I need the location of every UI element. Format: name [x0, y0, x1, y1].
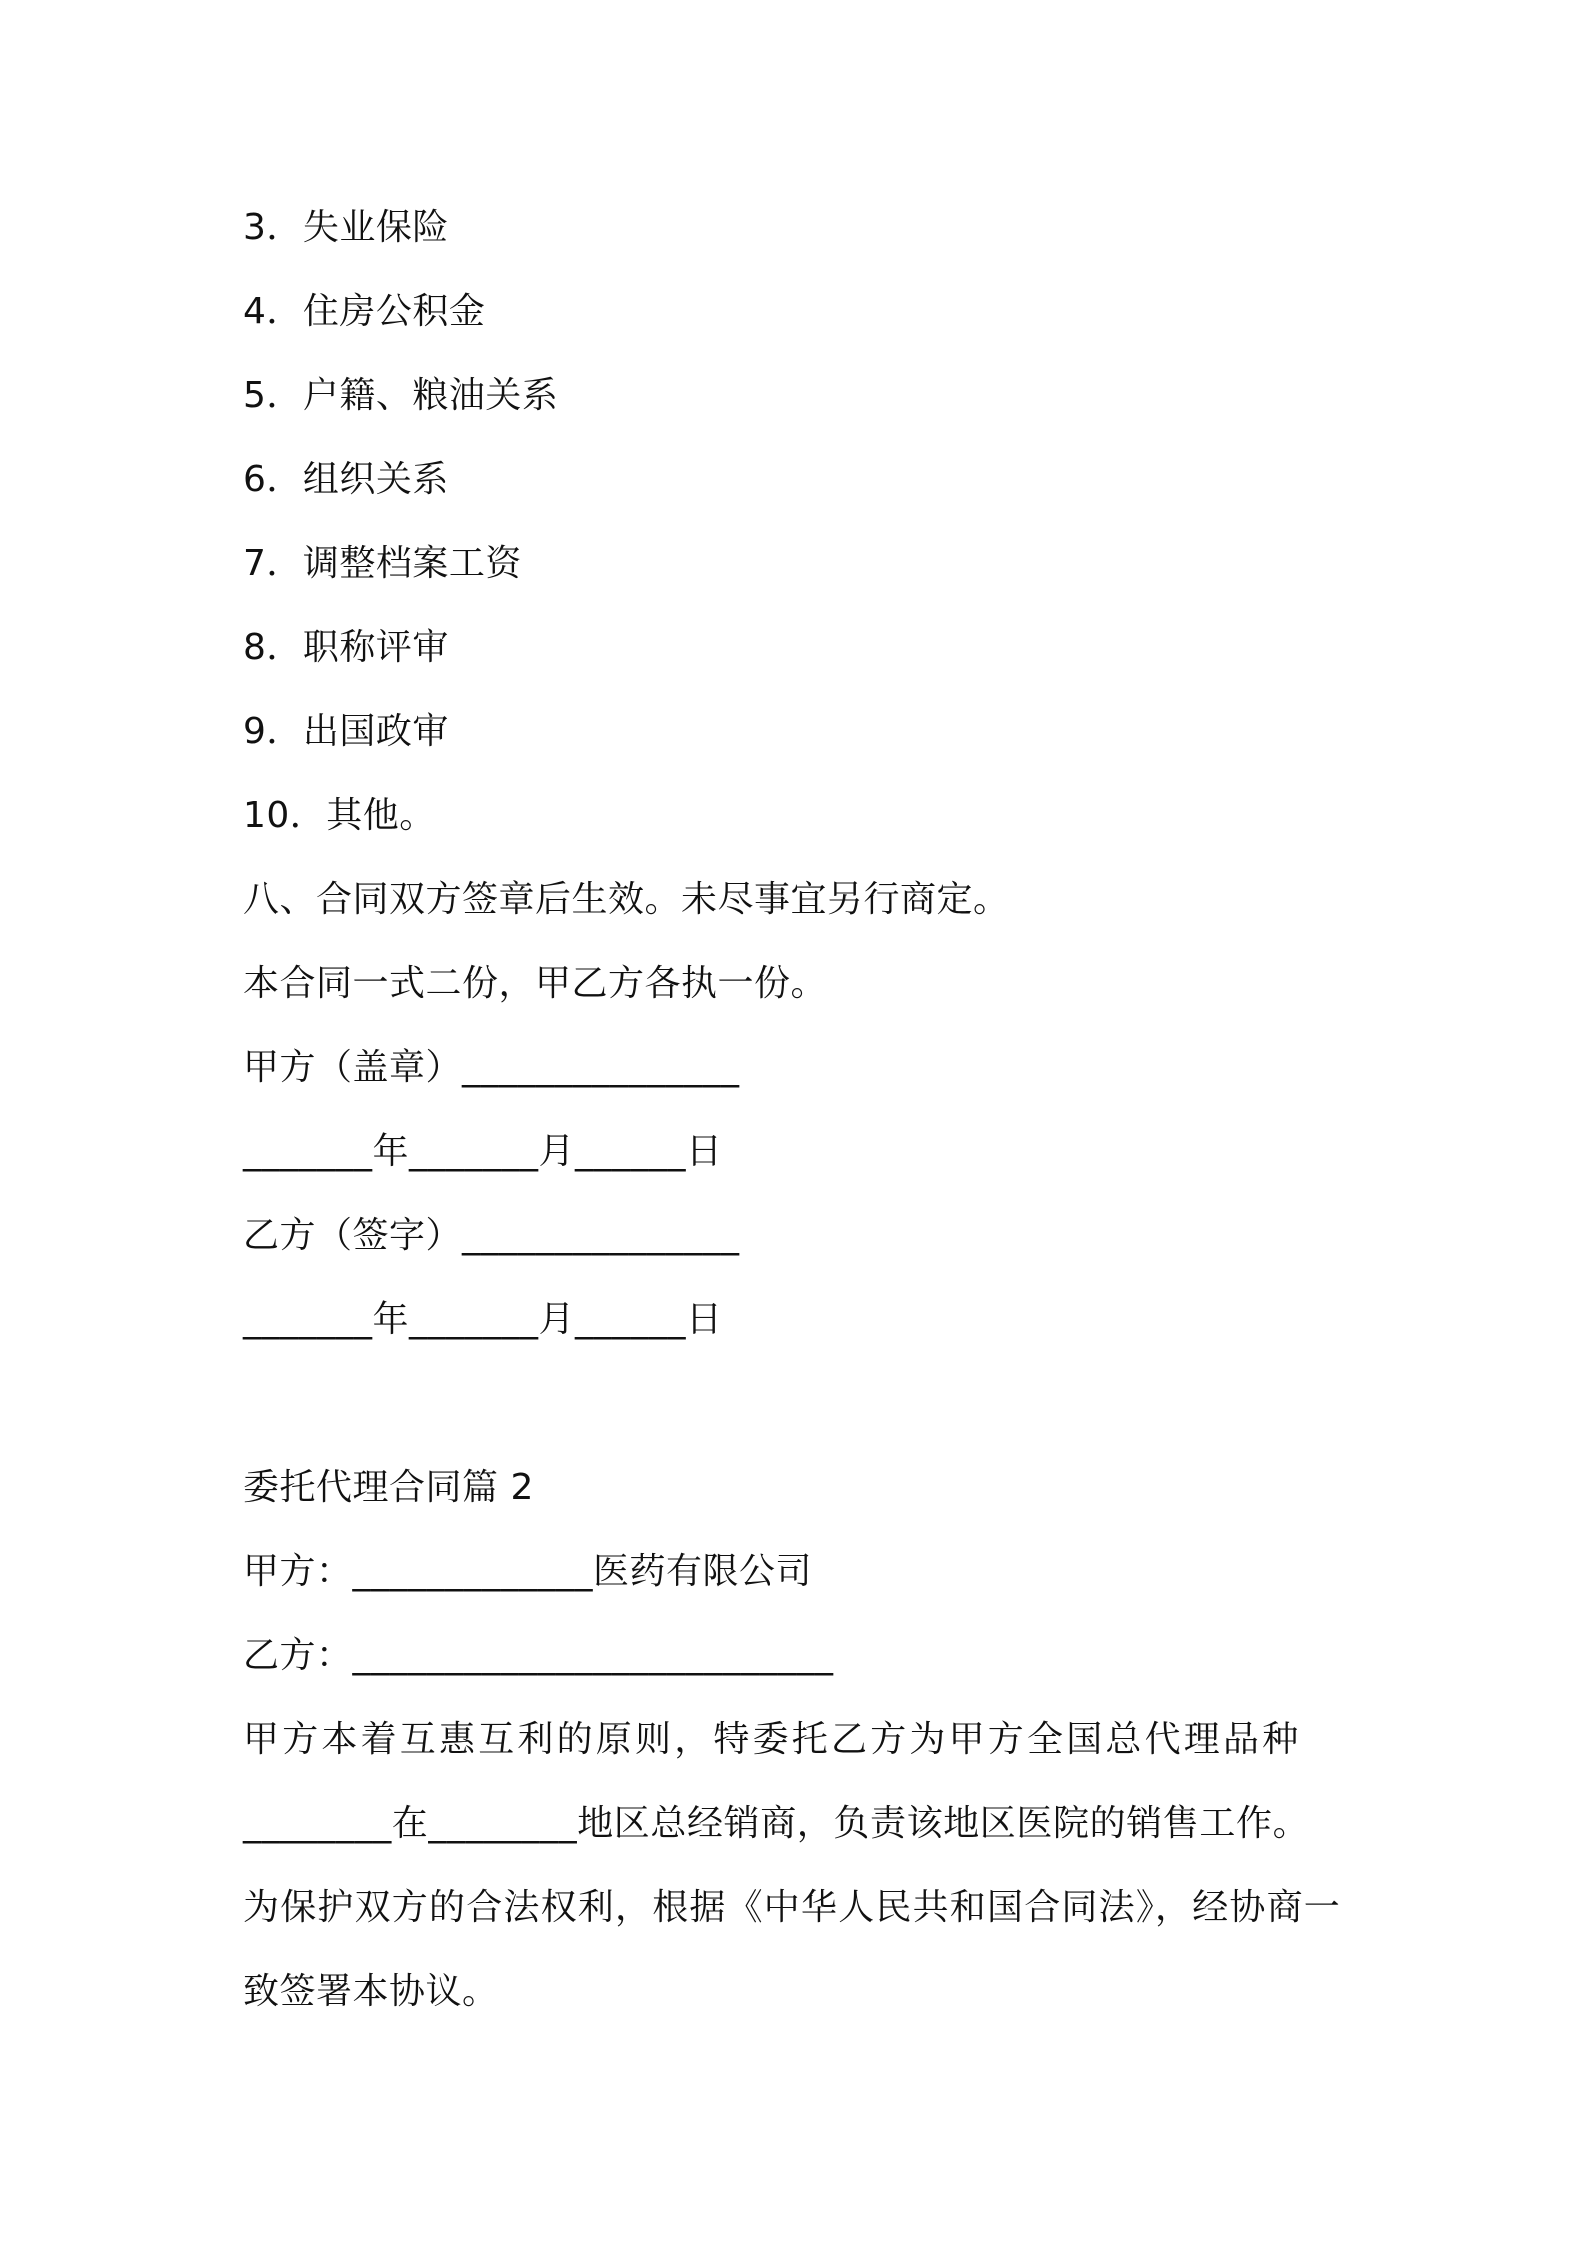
paragraph-line-4: 致签署本协议。	[243, 1971, 499, 2012]
party-b-signature-line: 乙方（签字）_______________	[243, 1215, 740, 1256]
party-a-date-line: _______年_______月______日	[243, 1131, 723, 1172]
party-b-date-line: _______年_______月______日	[243, 1299, 723, 1340]
list-item-other: 10．其他。	[243, 795, 436, 836]
copies-statement: 本合同一式二份，甲乙方各执一份。	[243, 963, 828, 1004]
paragraph-line-1: 甲方本着互惠互利的原则，特委托乙方为甲方全国总代理品种	[243, 1719, 1302, 1760]
party-a-name-line: 甲方：_____________医药有限公司	[243, 1551, 813, 1592]
list-item-organization-relations: 6．组织关系	[243, 459, 449, 500]
section-heading: 委托代理合同篇 2	[243, 1467, 534, 1508]
party-a-seal-line: 甲方（盖章）_______________	[243, 1047, 740, 1088]
list-item-housing-fund: 4．住房公积金	[243, 291, 486, 332]
list-item-adjust-salary: 7．调整档案工资	[243, 543, 522, 584]
paragraph-line-3: 为保护双方的合法权利，根据《中华人民共和国合同法》，经协商一	[243, 1887, 1342, 1928]
paragraph-line-2: ________在________地区总经销商，负责该地区医院的销售工作。	[243, 1803, 1310, 1844]
party-b-name-line: 乙方：__________________________	[243, 1635, 834, 1676]
list-item-household-registration: 5．户籍、粮油关系	[243, 375, 559, 416]
list-item-unemployment-insurance: 3．失业保险	[243, 207, 449, 248]
list-item-title-evaluation: 8．职称评审	[243, 627, 449, 668]
list-item-political-review: 9．出国政审	[243, 711, 449, 752]
clause-eight: 八、合同双方签章后生效。未尽事宜另行商定。	[243, 879, 1010, 920]
